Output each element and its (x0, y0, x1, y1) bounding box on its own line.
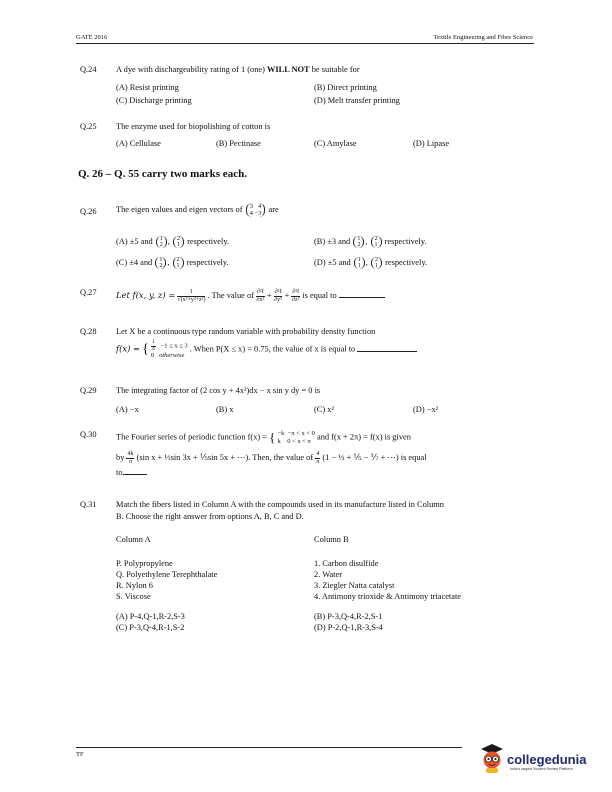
q31-line1: Match the fibers listed in Column A with the compounds used in its manufacture listed in Column (116, 500, 444, 509)
q31-line2: B. Choose the right answer from options A, B, C and D. (116, 512, 304, 521)
q28-stem: Let X be a continuous type random variable with probability density function (116, 327, 376, 336)
q31-col-b-item: 2. Water (314, 570, 343, 579)
q28-number: Q.28 (80, 327, 97, 336)
q25-option-d[interactable]: (D) Lipase (413, 139, 450, 148)
q31-col-b-item: 3. Ziegler Natta catalyst (314, 581, 395, 590)
q31-col-b-item: 1. Carbon disulfide (314, 559, 379, 568)
q26-matrix: 3 4 4 −3 (246, 203, 266, 217)
q31-col-a-item: R. Nylon 6 (116, 581, 153, 590)
q29-option-a[interactable]: (A) −x (116, 405, 139, 414)
q30-answer-line: to (116, 468, 147, 477)
collegedunia-tagline: India's largest Student Review Platform (510, 767, 573, 771)
q26-option-a[interactable]: (A) ±5 and 1 2 , 2 1 respectively. (116, 236, 230, 249)
q31-col-b-item: 4. Antimony trioxide & Antimony triacetate (314, 592, 462, 601)
q25-option-b[interactable]: (B) Pectinase (216, 139, 261, 148)
q24-number: Q.24 (80, 65, 97, 74)
q24-option-d[interactable]: (D) Melt transfer printing (314, 96, 400, 105)
q26-option-d[interactable]: (D) ±5 and 1 1 , 2 1 respectively. (314, 257, 428, 270)
header-subject: Textile Engineering and Fibre Science (433, 34, 533, 41)
header-exam: GATE 2016 (76, 34, 108, 41)
q30-stem: The Fourier series of periodic function f(x) = { −k −π < x < 0 k 0 < x < π and f(x + 2π) = f(x) is given (116, 429, 411, 445)
q25-stem: The enzyme used for biopolishing of cotton is (116, 122, 271, 131)
q31-col-a-item: S. Viscose (116, 592, 151, 601)
q30-series: by $\frac{4k}{\pi}$ (sin x + ⅓sin 3x + ⅕sin 5x + ⋯). Then, the value of $\frac{4}{\pi}$ (1 − ⅓ + ⅕ − ⅐ + ⋯) is equal (116, 451, 427, 465)
header-rule (76, 43, 534, 44)
q29-option-d[interactable]: (D) −x² (413, 405, 439, 414)
q24-option-a[interactable]: (A) Resist printing (116, 83, 179, 92)
q29-stem: The integrating factor of (2 cos y + 4x²)dx − x sin y dy = 0 is (116, 386, 321, 395)
q31-number: Q.31 (80, 500, 97, 509)
q28-pdf: f(x) = { $\frac{1}{4}$ −1 ≤ x ≤ 3 0 otherwise . When P(X ≤ x) = 0.75, the value of x is equal to (116, 340, 417, 360)
footer-rule (76, 747, 462, 748)
q27-number: Q.27 (80, 288, 97, 297)
q26-option-b[interactable]: (B) ±3 and 1 2 , 2 1 respectively. (314, 236, 427, 249)
q24-option-c[interactable]: (C) Discharge printing (116, 96, 192, 105)
q24-option-b[interactable]: (B) Direct printing (314, 83, 377, 92)
q27-stem: Let f(x, y, z) = $\frac{1}{\text{√(x²+y²+z²)}}$ . The value of $\frac{\text{∂²f}}{\text{∂x²}}$ + $\frac{\text{∂²f}}{\text{∂y²}}$ + $\frac{\text{∂²f}}{\text{∂z²}}$ is equal to (116, 288, 385, 303)
q26-number: Q.26 (80, 207, 97, 216)
collegedunia-wordmark: collegedunia (507, 752, 587, 767)
q26-option-c[interactable]: (C) ±4 and 1 2 , 2 1 respectively. (116, 257, 229, 270)
q31-column-a-header: Column A (116, 535, 151, 544)
q31-option-d[interactable]: (D) P-2,Q-1,R-3,S-4 (314, 623, 383, 632)
q31-column-b-header: Column B (314, 535, 349, 544)
q31-option-a[interactable]: (A) P-4,Q-1,R-2,S-3 (116, 612, 185, 621)
q30-number: Q.30 (80, 430, 97, 439)
q31-col-a-item: Q. Polyethylene Terephthalate (116, 570, 218, 579)
collegedunia-logo[interactable] (478, 740, 506, 779)
graduate-mascot-icon (478, 740, 506, 774)
q25-number: Q.25 (80, 122, 97, 131)
q29-option-c[interactable]: (C) x² (314, 405, 334, 414)
q29-option-b[interactable]: (B) x (216, 405, 234, 414)
q31-option-b[interactable]: (B) P-3,Q-4,R-2,S-1 (314, 612, 383, 621)
section-heading: Q. 26 – Q. 55 carry two marks each. (78, 168, 247, 180)
q31-option-c[interactable]: (C) P-3,Q-4,R-1,S-2 (116, 623, 185, 632)
q26-stem: The eigen values and eigen vectors of 3 4 4 −3 are (116, 203, 279, 218)
q29-number: Q.29 (80, 386, 97, 395)
q25-option-c[interactable]: (C) Amylase (314, 139, 357, 148)
q24-stem: A dye with dischargeability rating of 1 (one) WILL NOT be suitable for (116, 65, 360, 74)
q31-col-a-item: P. Polypropylene (116, 559, 173, 568)
q25-option-a[interactable]: (A) Cellulase (116, 139, 161, 148)
footer-code: TF (76, 751, 84, 758)
